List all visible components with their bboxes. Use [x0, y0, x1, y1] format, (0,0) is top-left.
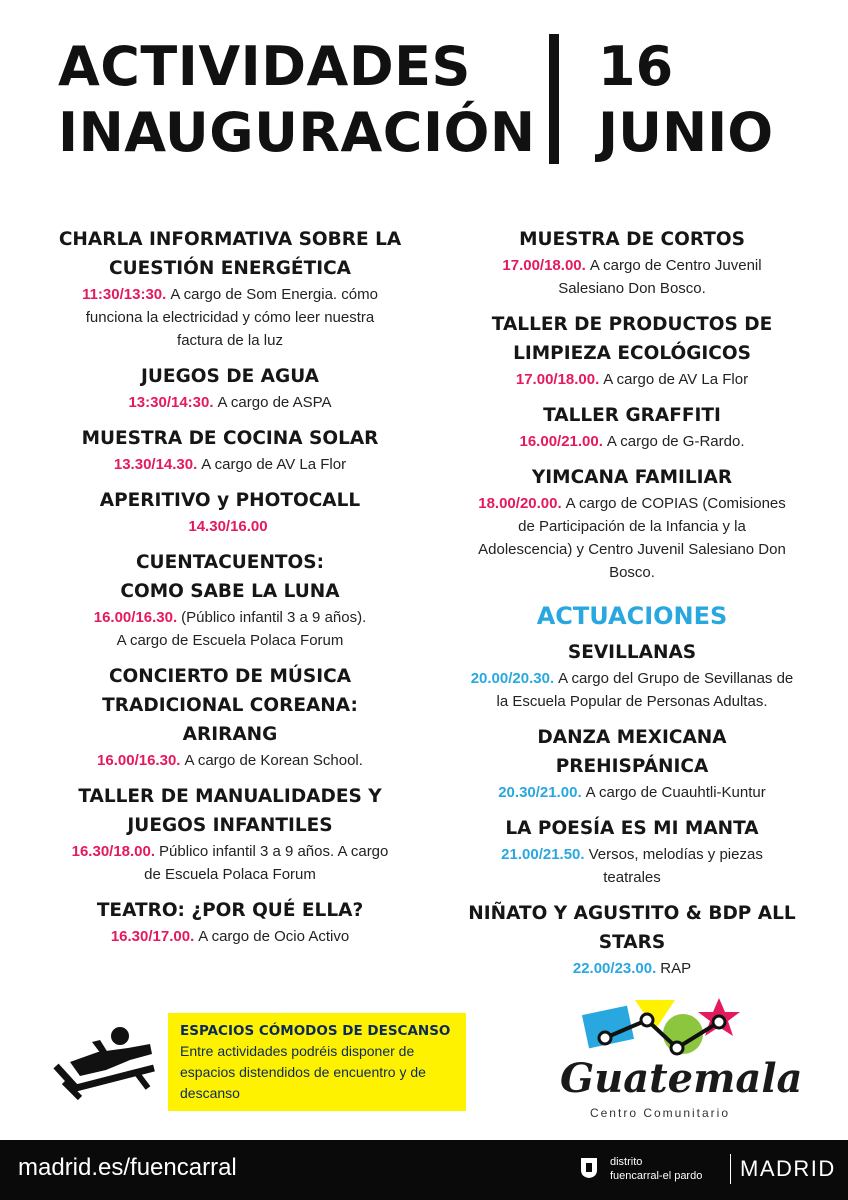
event-detail-line — [24, 453, 436, 476]
event-item — [24, 662, 436, 772]
event-detail-line — [24, 629, 436, 652]
event-description: A cargo de AV La Flor — [201, 456, 347, 473]
event-description: A cargo de Cuauhtli-Kuntur — [585, 784, 766, 801]
rest-text-line: Entre actividades podréis disponer de — [180, 1043, 415, 1059]
event-title: SEVILLANAS — [567, 642, 697, 663]
event-description: Bosco. — [609, 564, 655, 581]
rest-text-line: espacios distendidos de encuentro y de — [180, 1064, 426, 1080]
event-title: TRADICIONAL COREANA: — [102, 695, 358, 716]
event-time: 16.00/16.30. — [97, 752, 181, 769]
poster-title — [58, 34, 536, 166]
event-description: A cargo de AV La Flor — [603, 371, 749, 388]
event-detail-line — [432, 866, 832, 889]
event-item — [24, 896, 436, 948]
event-title: TALLER DE MANUALIDADES Y — [78, 786, 382, 807]
event-title: YIMCANA FAMILIAR — [531, 467, 733, 488]
event-title: TALLER GRAFFITI — [543, 405, 721, 426]
date-month: JUNIO — [598, 101, 774, 164]
footer-separator — [730, 1154, 731, 1184]
event-time: 21.00/21.50. — [501, 846, 585, 863]
event-description: A cargo de COPIAS (Comisiones — [565, 495, 786, 512]
event-time: 13.30/14.30. — [113, 456, 198, 473]
event-time: 20.30/21.00. — [498, 784, 582, 801]
event-description: RAP — [660, 960, 692, 977]
event-detail-line — [432, 492, 832, 515]
logo-subtitle: Centro Comunitario — [589, 1106, 731, 1120]
event-item — [432, 814, 832, 889]
event-detail-line — [432, 430, 832, 453]
event-description: A cargo de ASPA — [217, 394, 332, 411]
event-detail-line — [24, 606, 436, 629]
event-item — [24, 225, 436, 352]
rest-spaces-notice — [168, 1013, 466, 1111]
event-description: A cargo de Escuela Polaca Forum — [116, 632, 344, 649]
event-time: 18.00/20.00. — [478, 495, 562, 512]
event-description: de Escuela Polaca Forum — [144, 866, 316, 883]
event-description: A cargo de Som Energia. cómo — [170, 286, 378, 303]
event-detail-line — [432, 368, 832, 391]
event-item — [24, 362, 436, 414]
event-time: 16.30/18.00. — [71, 843, 156, 860]
event-title: STARS — [598, 932, 666, 953]
event-description: (Público infantil 3 a 9 años). — [181, 609, 367, 626]
actuaciones-list — [432, 638, 832, 980]
footer-bar — [0, 1140, 848, 1200]
footer-url-link[interactable]: madrid.es/fuencarral — [18, 1154, 237, 1181]
event-item — [432, 899, 832, 980]
event-description: de Participación de la Infancia y la — [518, 518, 746, 535]
event-title: LA POESÍA ES MI MANTA — [505, 818, 759, 839]
event-detail-line — [432, 515, 832, 538]
rest-text-line: descanso — [180, 1085, 240, 1101]
event-description: Salesiano Don Bosco. — [558, 280, 706, 297]
event-item — [24, 548, 436, 652]
event-detail-line — [432, 538, 832, 561]
event-title: CUESTIÓN ENERGÉTICA — [109, 258, 351, 279]
event-title: APERITIVO y PHOTOCALL — [99, 490, 361, 511]
event-detail-line — [432, 667, 832, 690]
event-title: PREHISPÁNICA — [555, 756, 709, 777]
event-description: Versos, melodías y piezas — [588, 846, 763, 863]
madrid-shield-icon — [580, 1157, 598, 1179]
left-column-events — [24, 225, 436, 958]
event-detail-line — [24, 863, 436, 886]
event-item — [432, 225, 832, 300]
event-time: 17.00/18.00. — [502, 257, 586, 274]
event-item — [24, 782, 436, 886]
event-description: factura de la luz — [177, 332, 283, 349]
event-description: A cargo de Korean School. — [184, 752, 363, 769]
event-item — [432, 638, 832, 713]
event-detail-line — [24, 840, 436, 863]
footer-city: MADRID — [740, 1156, 836, 1181]
event-detail-line — [24, 306, 436, 329]
event-detail-line — [432, 781, 832, 804]
event-title: CUENTACUENTOS: — [135, 552, 324, 573]
event-description: teatrales — [603, 869, 661, 886]
date-day: 16 — [598, 35, 674, 98]
rest-title: ESPACIOS CÓMODOS DE DESCANSO — [180, 1023, 451, 1039]
event-item — [432, 723, 832, 804]
event-title: MUESTRA DE CORTOS — [519, 229, 745, 250]
event-time: 16.30/17.00. — [110, 928, 195, 945]
event-description: A cargo de Ocio Activo — [198, 928, 350, 945]
event-description: funciona la electricidad y cómo leer nuestra — [85, 309, 375, 326]
event-detail-line — [432, 843, 832, 866]
event-title: NIÑATO Y AGUSTITO & BDP ALL — [468, 903, 796, 924]
event-title: JUEGOS INFANTILES — [127, 815, 333, 836]
event-title: CONCIERTO DE MÚSICA — [108, 666, 352, 687]
event-detail-line — [432, 957, 832, 980]
event-item — [432, 401, 832, 453]
footer-district — [610, 1155, 702, 1183]
right-events-list — [432, 225, 832, 584]
event-title: LIMPIEZA ECOLÓGICOS — [513, 343, 751, 364]
event-description: Público infantil 3 a 9 años. A cargo — [159, 843, 389, 860]
event-title: MUESTRA DE COCINA SOLAR — [81, 428, 379, 449]
event-time: 16.00/21.00. — [519, 433, 603, 450]
event-time: 11:30/13:30. — [82, 286, 167, 303]
event-time: 13:30/14:30. — [128, 394, 214, 411]
district-label: distrito — [610, 1156, 643, 1168]
event-description: la Escuela Popular de Personas Adultas. — [496, 693, 768, 710]
event-time: 22.00/23.00. — [572, 960, 657, 977]
event-item — [432, 463, 832, 584]
event-item — [24, 486, 436, 538]
event-title: ARIRANG — [182, 724, 278, 745]
logo-name: Guatemala — [560, 1055, 803, 1102]
event-item — [432, 310, 832, 391]
event-time: 17.00/18.00. — [515, 371, 600, 388]
event-detail-line — [24, 749, 436, 772]
event-description: Adolescencia) y Centro Juvenil Salesiano Don — [478, 541, 786, 558]
right-column-events — [432, 225, 832, 990]
event-description: A cargo de Centro Juvenil — [589, 257, 762, 274]
title-line-1: ACTIVIDADES — [58, 35, 471, 98]
event-time: 16.00/16.30. — [93, 609, 178, 626]
event-title: TALLER DE PRODUCTOS DE — [491, 314, 773, 335]
title-divider — [549, 34, 559, 164]
event-detail-line — [24, 329, 436, 352]
event-title: DANZA MEXICANA — [537, 727, 727, 748]
event-description: A cargo de G-Rardo. — [606, 433, 745, 450]
poster-header — [0, 0, 848, 190]
event-time: 20.00/20.30. — [470, 670, 555, 687]
event-description: A cargo del Grupo de Sevillanas de — [558, 670, 794, 687]
event-detail-line — [432, 277, 832, 300]
event-detail-line — [24, 515, 436, 538]
district-name: fuencarral-el pardo — [610, 1170, 703, 1182]
event-detail-line — [24, 283, 436, 306]
event-time: 14.30/16.00 — [188, 518, 268, 535]
event-detail-line — [432, 561, 832, 584]
actuaciones-heading: ACTUACIONES — [536, 602, 728, 630]
event-title: COMO SABE LA LUNA — [120, 581, 340, 602]
event-title: CHARLA INFORMATIVA SOBRE LA — [58, 229, 402, 250]
event-item — [24, 424, 436, 476]
event-title: JUEGOS DE AGUA — [141, 366, 319, 387]
event-date — [598, 34, 773, 166]
lounge-chair-icon — [50, 1022, 158, 1102]
title-line-2: INAUGURACIÓN — [58, 101, 536, 164]
event-title: TEATRO: ¿POR QUÉ ELLA? — [96, 900, 364, 921]
event-detail-line — [24, 391, 436, 414]
event-detail-line — [24, 925, 436, 948]
event-detail-line — [432, 254, 832, 277]
event-detail-line — [432, 690, 832, 713]
